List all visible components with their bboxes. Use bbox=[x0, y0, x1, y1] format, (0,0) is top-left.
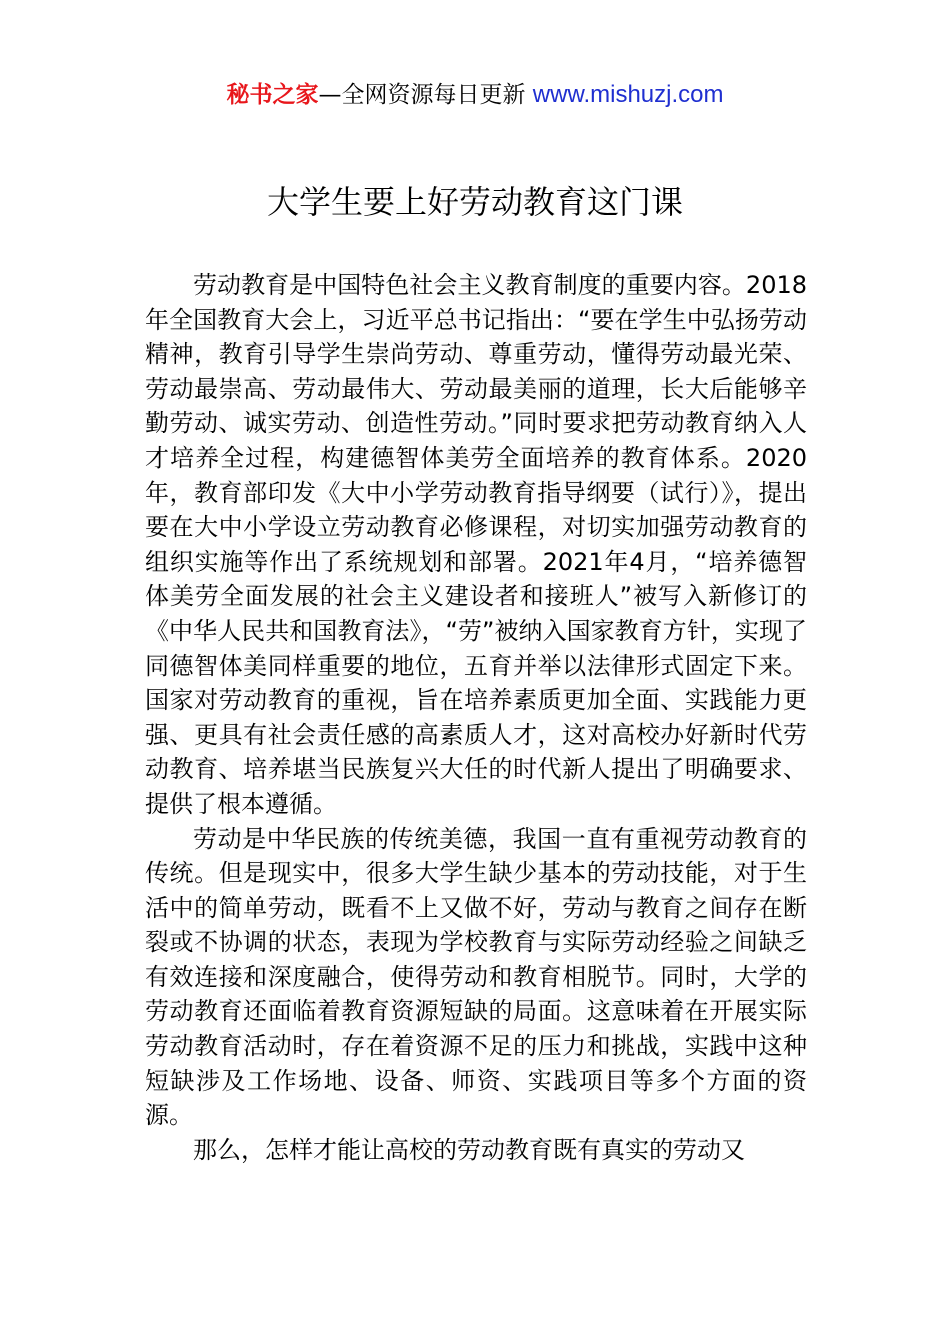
site-url-link[interactable]: www.mishuzj.com bbox=[532, 81, 724, 108]
paragraph: 劳动教育是中国特色社会主义教育制度的重要内容。2018年全国教育大会上，习近平总书记指出：“要在学生中弘扬劳动精神，教育引导学生崇尚劳动、尊重劳动，懂得劳动最光荣、劳动最崇高、劳动最伟大、劳动最美丽的道理，长大后能够辛勤劳动、诚实劳动、创造性劳动。”同时要求把劳动教育纳入人才培养全过程，构建德智体美劳全面培养的教育体系。2020年，教育部印发《大中小学劳动教育指导纲要（试行）》，提出要在大中小学设立劳动教育必修课程，对切实加强劳动教育的组织实施等作出了系统规划和部署。2021年4月，“培养德智体美劳全面发展的社会主义建设者和接班人”被写入新修订的《中华人民共和国教育法》，“劳”被纳入国家教育方针，实现了同德智体美同样重要的地位，五育并举以法律形式固定下来。国家对劳动教育的重视，旨在培养素质更加全面、实践能力更强、更具有社会责任感的高素质人才，这对高校办好新时代劳动教育、培养堪当民族复兴大任的时代新人提出了明确要求、提供了根本遵循。 bbox=[145, 271, 807, 818]
paragraph: 劳动是中华民族的传统美德，我国一直有重视劳动教育的传统。但是现实中，很多大学生缺少基本的劳动技能，对于生活中的简单劳动，既看不上又做不好，劳动与教育之间存在断裂或不协调的状态，表现为学校教育与实际劳动经验之间缺乏有效连接和深度融合，使得劳动和教育相脱节。同时，大学的劳动教育还面临着教育资源短缺的局面。这意味着在开展实际劳动教育活动时，存在着资源不足的压力和挑战，实践中这种短缺涉及工作场地、设备、师资、实践项目等多个方面的资源。 bbox=[145, 824, 807, 1130]
paragraph: 那么，怎样才能让高校的劳动教育既有真实的劳动又 bbox=[193, 1135, 745, 1164]
header-tagline: —全网资源每日更新 bbox=[318, 82, 533, 108]
page-header bbox=[0, 78, 950, 112]
document-body bbox=[145, 268, 807, 1167]
document-title: 大学生要上好劳动教育这门课 bbox=[266, 183, 683, 221]
brand-name: 秘书之家 bbox=[226, 82, 319, 108]
